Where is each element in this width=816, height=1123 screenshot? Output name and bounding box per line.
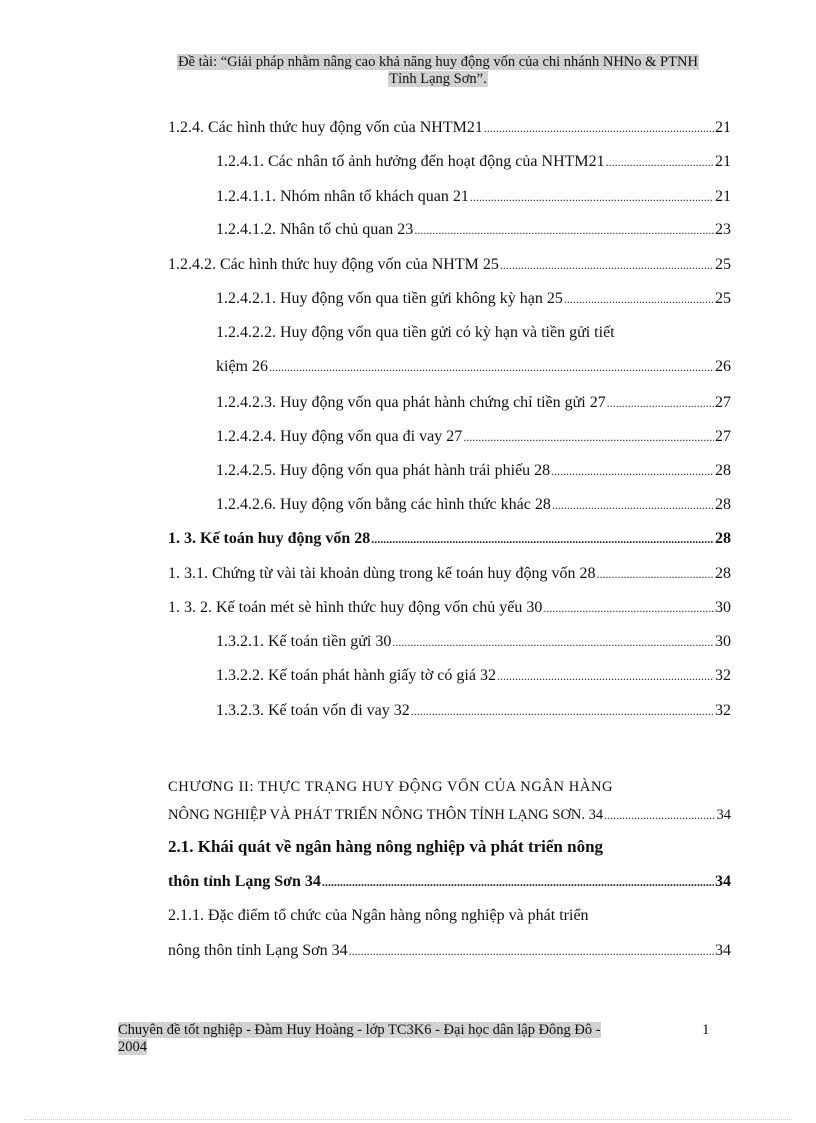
page-header xyxy=(118,54,758,88)
page-footer xyxy=(118,1022,663,1056)
toc-entry-1-2-4-1[interactable]: 1.2.4.1. Các nhân tố ảnh hưởng đến hoạt động của NHTM21 ..... 21 xyxy=(216,151,731,173)
toc-entry-1-2-4-2-2-line1: 1.2.4.2.2. Huy động vốn qua tiền gửi có kỳ hạn và tiền gửi tiết xyxy=(216,324,615,341)
toc-entry-1-2-4-2-3[interactable]: 1.2.4.2.3. Huy động vốn qua phát hành chứng chỉ tiền gửi 27 ..... 27 xyxy=(216,392,731,414)
toc-entry-1-3[interactable]: 1. 3. Kế toán huy động vốn 28 ..... 28 xyxy=(168,528,731,550)
header-line-2: Tỉnh Lạng Sơn”. xyxy=(389,71,487,87)
toc-entry-1-2-4-2-5[interactable]: 1.2.4.2.5. Huy động vốn qua phát hành trái phiếu 28 ..... 28 xyxy=(216,460,731,482)
footer-line-1: Chuyên đề tốt nghiệp - Đàm Huy Hoàng - lớp TC3K6 - Đại học dân lập Đông Đô - xyxy=(118,1022,601,1038)
page-number: 1 xyxy=(702,1022,710,1038)
toc-entry-2-1-1[interactable]: nông thôn tỉnh Lạng Sơn 34 ..... 34 xyxy=(168,940,731,962)
toc-entry-2-1-1-line1: 2.1.1. Đặc điểm tổ chức của Ngân hàng nông nghiệp và phát triển xyxy=(168,907,589,924)
toc-entry-1-2-4-2-2[interactable]: kiệm 26 ..... 26 xyxy=(216,356,731,378)
toc-chapter-2-line1: CHƯƠNG II: THỰC TRẠNG HUY ĐỘNG VỐN CỦA NGÂN HÀNG xyxy=(168,779,614,795)
toc-entry-1-3-2-3[interactable]: 1.3.2.3. Kế toán vốn đi vay 32 ..... 32 xyxy=(216,700,731,722)
toc-entry-2-1[interactable]: thôn tỉnh Lạng Sơn 34 ..... 34 xyxy=(168,871,731,893)
toc-entry-1-3-1[interactable]: 1. 3.1. Chứng từ vài tài khoản dùng trong kế toán huy động vốn 28 ..... 28 xyxy=(168,563,731,585)
toc-entry-1-2-4[interactable]: 1.2.4. Các hình thức huy động vốn của NHTM21 ..... 21 xyxy=(168,117,731,139)
header-line-1: Đề tài: “Giải pháp nhằm nâng cao khả năng huy động vốn của chi nhánh NHNo & PTNH xyxy=(178,54,698,70)
toc-entry-1-2-4-2-1[interactable]: 1.2.4.2.1. Huy động vốn qua tiền gửi không kỳ hạn 25 ..... 25 xyxy=(216,288,731,310)
toc-entry-1-2-4-2-4[interactable]: 1.2.4.2.4. Huy động vốn qua đi vay 27 ..... 27 xyxy=(216,426,731,448)
toc-chapter-2[interactable]: NÔNG NGHIỆP VÀ PHÁT TRIỂN NÔNG THÔN TỈNH LẠNG SƠN. 34 ..... 34 xyxy=(168,804,731,826)
toc-entry-1-3-2[interactable]: 1. 3. 2. Kế toán mét sè hình thức huy động vốn chủ yếu 30 ..... 30 xyxy=(168,597,731,619)
toc-entry-1-2-4-1-1[interactable]: 1.2.4.1.1. Nhóm nhân tố khách quan 21 ..... 21 xyxy=(216,186,731,208)
toc-entry-1-2-4-2-6[interactable]: 1.2.4.2.6. Huy động vốn bằng các hình thức khác 28 ..... 28 xyxy=(216,494,731,516)
toc-entry-1-3-2-2[interactable]: 1.3.2.2. Kế toán phát hành giấy tờ có giá 32 ..... 32 xyxy=(216,665,731,687)
footer-line-2: 2004 xyxy=(118,1039,147,1055)
toc-entry-1-2-4-1-2[interactable]: 1.2.4.1.2. Nhân tố chủ quan 23 ..... 23 xyxy=(216,219,731,241)
toc-entry-2-1-line1: 2.1. Khái quát về ngân hàng nông nghiệp và phát triển nông xyxy=(168,837,604,856)
toc-entry-1-2-4-2[interactable]: 1.2.4.2. Các hình thức huy động vốn của NHTM 25 ..... 25 xyxy=(168,254,731,276)
page-bottom-divider xyxy=(24,1119,792,1120)
toc-entry-1-3-2-1[interactable]: 1.3.2.1. Kế toán tiền gửi 30 ..... 30 xyxy=(216,631,731,653)
